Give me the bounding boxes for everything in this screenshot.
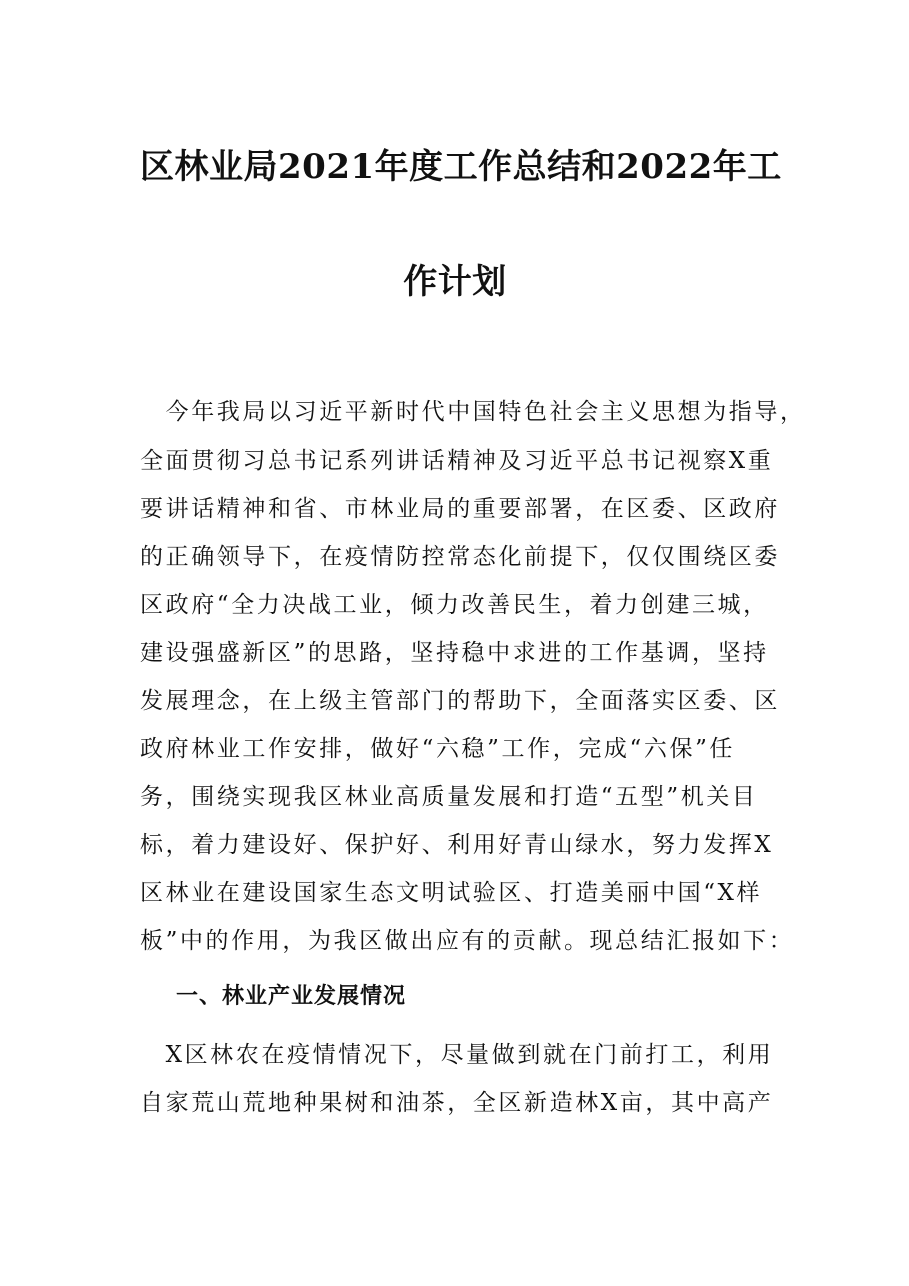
paragraph-1-line: 建设强盛新区”的思路，坚持稳中求进的工作基调，坚持 <box>140 640 769 666</box>
document-title-line-2: 作计划 <box>403 262 507 302</box>
paragraph-1-line: 板”中的作用，为我区做出应有的贡献。现总结汇报如下： <box>140 928 795 954</box>
paragraph-1-line: 标，着力建设好、保护好、利用好青山绿水，努力发挥X <box>140 832 774 858</box>
paragraph-1-line: 全面贯彻习总书记系列讲话精神及习近平总书记视察X重 <box>140 448 774 474</box>
document-title-line-1: 区林业局2021年度工作总结和2022年工 <box>140 147 782 187</box>
paragraph-1-line: 要讲话精神和省、市林业局的重要部署，在区委、区政府 <box>140 496 780 522</box>
paragraph-1-line: 区林业在建设国家生态文明试验区、打造美丽中国“X样 <box>140 880 763 906</box>
section-1-heading: 一、林业产业发展情况 <box>176 984 407 1009</box>
paragraph-1-line: 务，围绕实现我区林业高质量发展和打造“五型”机关目 <box>140 784 758 810</box>
paragraph-1-line: 的正确领导下，在疫情防控常态化前提下，仅仅围绕区委 <box>140 544 780 570</box>
paragraph-2-line: X区林农在疫情情况下，尽量做到就在门前打工，利用 <box>140 1042 774 1068</box>
paragraph-1-line: 政府林业工作安排，做好“六稳”工作，完成“六保”任 <box>140 736 736 762</box>
paragraph-1-line: 区政府“全力决战工业，倾力改善民生，着力创建三城， <box>140 592 769 618</box>
paragraph-1-line: 今年我局以习近平新时代中国特色社会主义思想为指导， <box>140 399 806 425</box>
paragraph-1-line: 发展理念，在上级主管部门的帮助下，全面落实区委、区 <box>140 688 780 714</box>
paragraph-2-line: 自家荒山荒地种果树和油茶，全区新造林X亩，其中高产 <box>140 1090 774 1116</box>
